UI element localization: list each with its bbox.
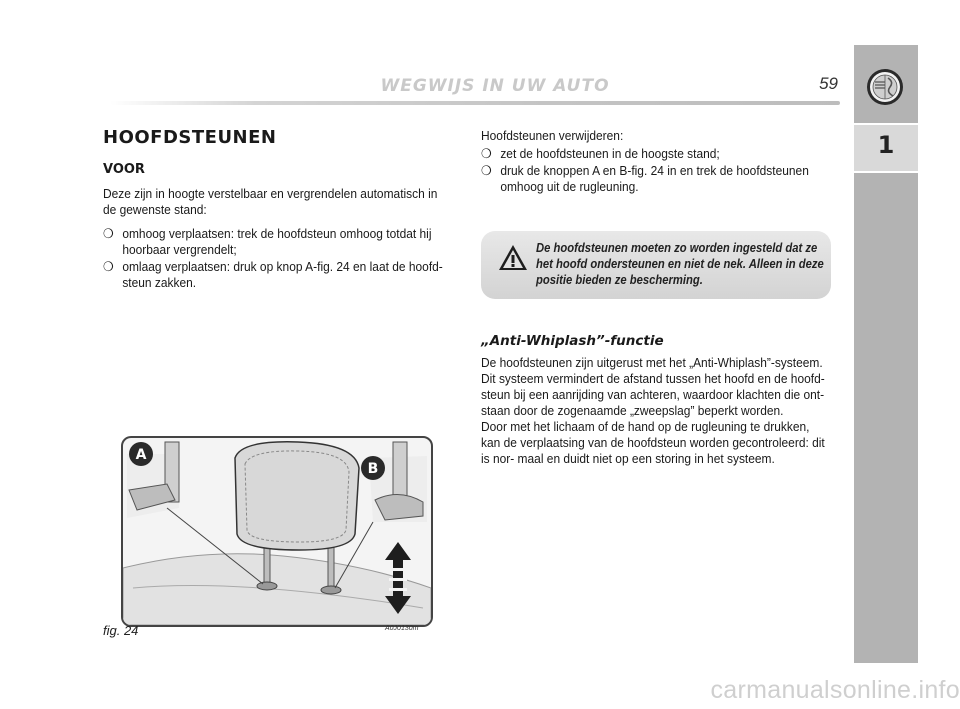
- callout-a-label: A: [135, 447, 147, 463]
- headrest-illustration: [121, 436, 433, 627]
- subheading-anti-whiplash: „Anti-Whiplash”-functie: [481, 333, 664, 349]
- left-bullet-list: [103, 226, 453, 292]
- chapter-tab-label: 1: [877, 131, 895, 159]
- sidebar-divider: [854, 171, 918, 173]
- section-title: WEGWIJS IN UW AUTO: [380, 76, 610, 96]
- left-intro-text: Deze zijn in hoogte verstelbaar en vergrendelen automatisch in de gewenste stand:: [103, 186, 438, 217]
- bullet-circle-icon: ❍: [103, 226, 114, 241]
- bullet-circle-icon: ❍: [481, 163, 492, 178]
- paragraph: De hoofdsteunen zijn uitgerust met het „Anti-Whiplash”-systeem. Dit systeem vermindert de afstand tussen het hoofd en de hoofd- steun bij een aanrijding van achteren, waardoor klachten die ont- staan door de zogenaamde „zweepslag” beperkt worden.: [481, 355, 825, 418]
- warning-triangle-icon: [498, 244, 528, 271]
- figure-caption: fig. 24: [103, 623, 139, 638]
- header-rule: [110, 101, 840, 105]
- list-item: ❍ druk de knoppen A en B-fig. 24 in en trek de hoofdsteunen omhoog uit de rugleuning.: [481, 163, 809, 194]
- watermark[interactable]: carmanualsonline.info: [710, 676, 960, 704]
- subheading-front: VOOR: [103, 162, 145, 177]
- page-number: 59: [819, 74, 838, 93]
- right-intro-text: Hoofdsteunen verwijderen:: [481, 128, 624, 143]
- anti-whiplash-text: [481, 355, 831, 467]
- list-item: ❍ omlaag verplaatsen: druk op knop A-fig. 24 en laat de hoofd- steun zakken.: [103, 259, 443, 290]
- list-item: ❍ omhoog verplaatsen: trek de hoofdsteun omhoog totdat hij hoorbaar vergrendelt;: [103, 226, 432, 257]
- right-bullet-list: [481, 146, 831, 196]
- warning-text: De hoofdsteunen moeten zo worden ingesteld dat ze het hoofd ondersteunen en niet de nek. Alleen in deze positie bieden ze bescherming.: [536, 241, 824, 287]
- callout-b-label: B: [367, 461, 379, 477]
- brand-logo-icon: [866, 68, 904, 106]
- list-item: ❍ zet de hoofdsteunen in de hoogste stand;: [481, 146, 720, 161]
- bullet-circle-icon: ❍: [481, 146, 492, 161]
- figure-code: A0J0130m: [385, 625, 419, 632]
- paragraph: Door met het lichaam of de hand op de rugleuning te drukken, kan de verplaatsing van de hoofdsteun worden gecontroleerd: dit is nor- maal en duidt niet op een storing in het systeem.: [481, 419, 825, 466]
- heading-headrests: HOOFDSTEUNEN: [103, 127, 277, 148]
- headrest-drawing: [123, 438, 431, 625]
- bullet-circle-icon: ❍: [103, 259, 114, 274]
